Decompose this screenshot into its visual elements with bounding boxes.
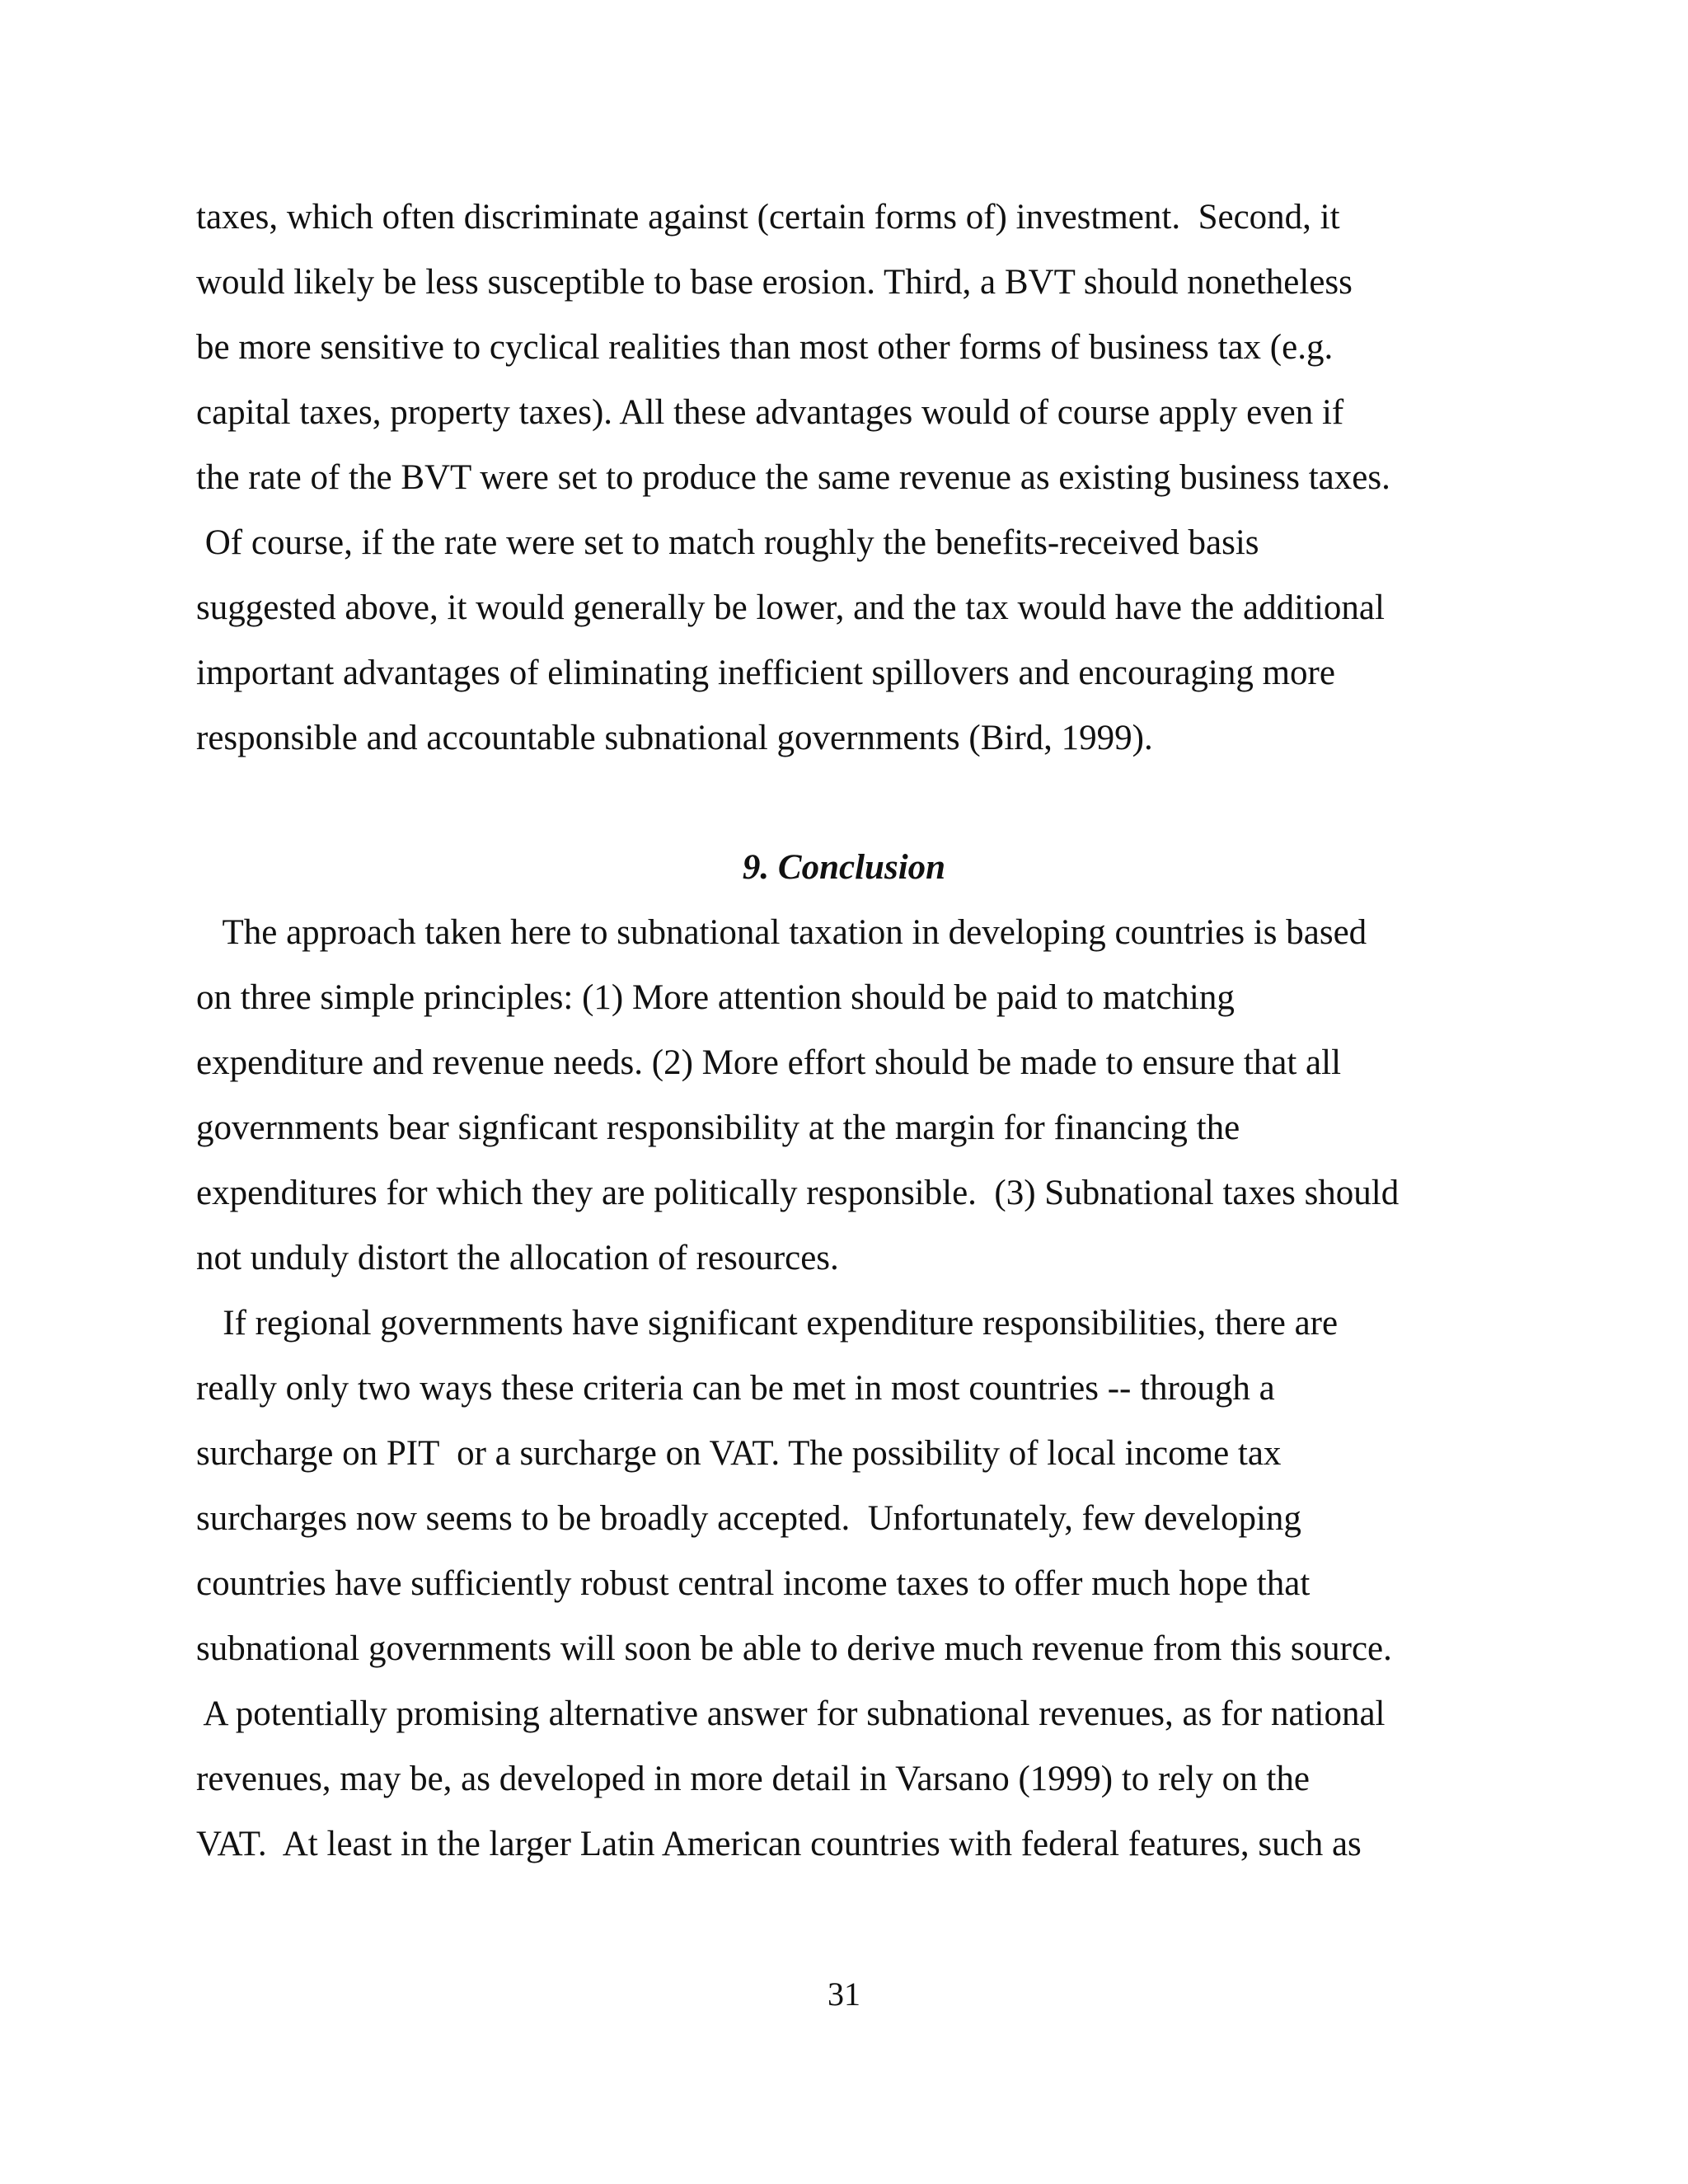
- conclusion-p1-line-4: governments bear signficant responsibility at the margin for financing the: [196, 1108, 1240, 1147]
- conclusion-p2-line-9: VAT. At least in the larger Latin American countries with federal features, such as: [196, 1825, 1362, 1863]
- intro-line-8: important advantages of eliminating inefficient spillovers and encouraging more: [196, 654, 1335, 692]
- conclusion-p1-line-6: not unduly distort the allocation of resources.: [196, 1239, 839, 1277]
- intro-line-7: suggested above, it would generally be lower, and the tax would have the additional: [196, 588, 1385, 627]
- conclusion-p2-line-7: A potentially promising alternative answer for subnational revenues, as for national: [196, 1694, 1386, 1733]
- conclusion-p2-line-2: really only two ways these criteria can be met in most countries -- through a: [196, 1369, 1275, 1408]
- intro-line-5: the rate of the BVT were set to produce the same revenue as existing business taxes.: [196, 458, 1390, 497]
- conclusion-p1-line-3: expenditure and revenue needs. (2) More effort should be made to ensure that all: [196, 1043, 1342, 1082]
- intro-line-6: Of course, if the rate were set to match roughly the benefits-received basis: [196, 523, 1259, 562]
- intro-line-1: taxes, which often discriminate against (certain forms of) investment. Second, it: [196, 198, 1340, 237]
- conclusion-p2-line-8: revenues, may be, as developed in more detail in Varsano (1999) to rely on the: [196, 1760, 1310, 1798]
- conclusion-p2-line-1: If regional governments have significant expenditure responsibilities, there are: [196, 1304, 1339, 1343]
- intro-line-9: responsible and accountable subnational governments (Bird, 1999).: [196, 719, 1153, 757]
- intro-line-3: be more sensitive to cyclical realities than most other forms of business tax (e.g.: [196, 328, 1334, 367]
- page-number: 31: [828, 1975, 860, 2013]
- conclusion-p2-line-6: subnational governments will soon be able to derive much revenue from this source.: [196, 1629, 1392, 1668]
- intro-line-2: would likely be less susceptible to base erosion. Third, a BVT should nonetheless: [196, 263, 1353, 302]
- conclusion-p2-line-3: surcharge on PIT or a surcharge on VAT. The possibility of local income tax: [196, 1434, 1282, 1473]
- conclusion-p1-line-2: on three simple principles: (1) More attention should be paid to matching: [196, 978, 1235, 1017]
- conclusion-p1-line-1: The approach taken here to subnational taxation in developing countries is based: [196, 913, 1367, 952]
- conclusion-p2-line-5: countries have sufficiently robust central income taxes to offer much hope that: [196, 1564, 1311, 1603]
- section-heading: 9. Conclusion: [742, 848, 946, 887]
- intro-line-4: capital taxes, property taxes). All these advantages would of course apply even if: [196, 393, 1344, 432]
- conclusion-p1-line-5: expenditures for which they are politically responsible. (3) Subnational taxes should: [196, 1174, 1400, 1212]
- conclusion-p2-line-4: surcharges now seems to be broadly accepted. Unfortunately, few developing: [196, 1499, 1301, 1538]
